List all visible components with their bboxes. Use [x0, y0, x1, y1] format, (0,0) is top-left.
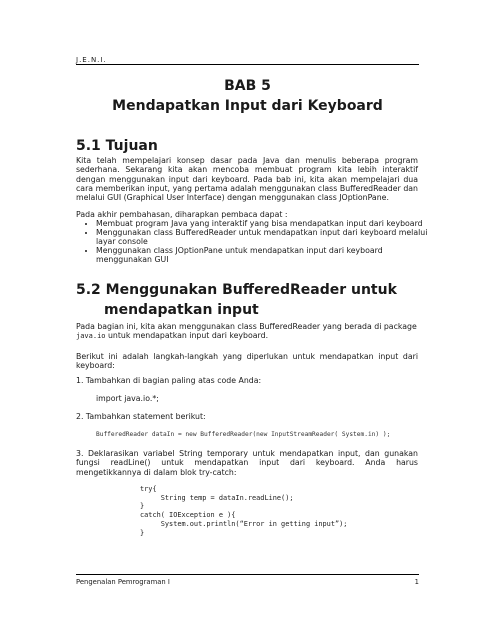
steps-intro: Berikut ini adalah langkah-langkah yang diperlukan untuk mendapatkan input dari keyboard:: [76, 352, 418, 371]
package-paragraph: [76, 322, 418, 342]
intro-paragraph: Kita telah mempelajari konsep dasar pada Java dan menulis beberapa program sederhana. Sekarang kita akan mencoba membuat program kita lebih interaktif dengan menggunakan input dari keyboard. Pada bab ini, kita akan mempelajari dua cara memberikan input, yang pertama adalah menggunakan class BufferedReader dan melalui GUI (Graphical User Interface) dengan menggunakan class JOptionPane.: [76, 156, 418, 203]
step-2-code: BufferedReader dataIn = new BufferedReader(new InputStreamReader( System.in) );: [96, 431, 391, 438]
list-item: • Membuat program Java yang interaktif yang bisa mendapatkan input dari keyboard: [96, 219, 438, 228]
inline-code: java.io: [76, 332, 106, 341]
section-heading-tujuan: 5.1 Tujuan: [76, 138, 158, 154]
goals-list: [76, 219, 438, 264]
footer-rule: [76, 574, 419, 575]
code-line: catch( IOException e ){: [140, 511, 236, 520]
step-3: 3. Deklarasikan variabel String temporary untuk mendapatkan input, dan gunakan fungsi readLine() untuk mendapatkan input dari keyboard. Anda harus mengetikkannya di dalam blok try-catch:: [76, 449, 418, 477]
page-number: 1: [414, 578, 419, 586]
header-rule: [76, 64, 419, 65]
running-header: J.E.N.I.: [76, 56, 107, 64]
paragraph-text: Pada bagian ini, kita akan menggunakan class BufferedReader yang berada di package: [76, 322, 417, 331]
step-1-code: import java.io.*;: [96, 394, 159, 403]
step-1: 1. Tambahkan di bagian paling atas code Anda:: [76, 376, 262, 385]
list-item: • Menggunakan class JOptionPane untuk mendapatkan input dari keyboard menggunakan GUI: [96, 246, 438, 264]
paragraph-text: untuk mendapatkan input dari keyboard.: [105, 331, 269, 341]
section-heading-bufferedreader-cont: mendapatkan input: [104, 302, 259, 318]
code-line: System.out.println(“Error in getting input”);: [140, 519, 348, 528]
code-line: }: [140, 502, 145, 511]
goals-intro: Pada akhir pembahasan, diharapkan pembaca dapat :: [76, 210, 288, 219]
code-line: }: [140, 528, 145, 537]
section-heading-bufferedreader: 5.2 Menggunakan BufferedReader untuk: [76, 282, 397, 298]
footer-course: Pengenalan Pemrograman I: [76, 578, 170, 586]
step-2: 2. Tambahkan statement berikut:: [76, 412, 206, 421]
chapter-number: BAB 5: [224, 78, 271, 94]
list-item: • Menggunakan class BufferedReader untuk mendapatkan input dari keyboard melalui layar console: [96, 228, 438, 246]
code-line: String temp = dataIn.readLine();: [140, 493, 294, 502]
chapter-title: Mendapatkan Input dari Keyboard: [112, 98, 383, 114]
code-line: try{: [140, 485, 157, 493]
try-catch-code-block: [140, 485, 347, 537]
